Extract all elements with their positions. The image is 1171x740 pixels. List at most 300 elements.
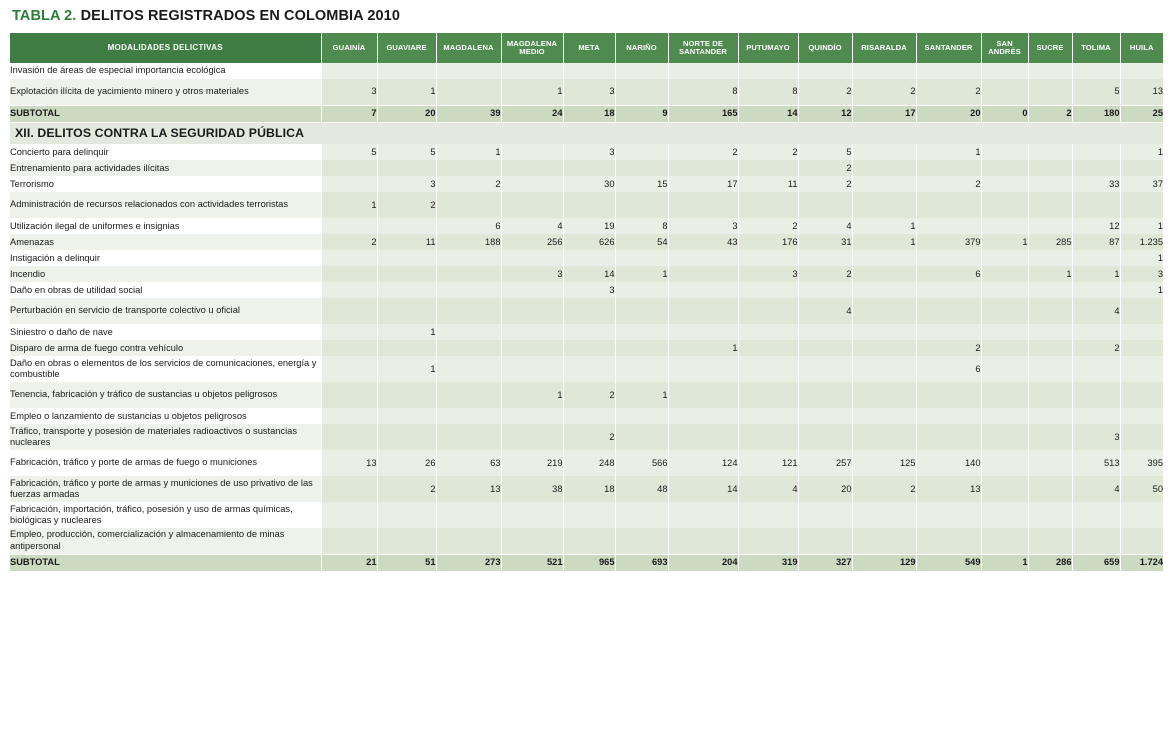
cell-guaviare: 3	[377, 176, 436, 192]
cell-magdalena	[436, 282, 501, 298]
cell-san-andres: 1	[981, 234, 1028, 250]
cell-huila	[1120, 382, 1163, 408]
cell-quindio	[798, 340, 852, 356]
cell-putumayo: 4	[738, 476, 798, 502]
cell-san-andres	[981, 79, 1028, 105]
cell-risaralda: 1	[852, 234, 916, 250]
cell-tolima	[1072, 528, 1120, 554]
cell-tolima: 2	[1072, 340, 1120, 356]
cell-quindio	[798, 502, 852, 528]
cell-risaralda	[852, 63, 916, 79]
row-label: Amenazas	[10, 234, 321, 250]
cell-sucre: 286	[1028, 554, 1072, 571]
cell-putumayo: 319	[738, 554, 798, 571]
cell-tolima: 513	[1072, 450, 1120, 476]
cell-meta: 3	[563, 282, 615, 298]
cell-magdalena: 2	[436, 176, 501, 192]
cell-narino	[615, 502, 668, 528]
cell-tolima: 5	[1072, 79, 1120, 105]
column-header-modalidades: MODALIDADES DELICTIVAS	[10, 33, 321, 63]
cell-meta: 626	[563, 234, 615, 250]
cell-magdalena-medio: 521	[501, 554, 563, 571]
cell-magdalena-medio	[501, 408, 563, 424]
cell-guaviare	[377, 160, 436, 176]
cell-norte-de-santander: 165	[668, 105, 738, 122]
cell-guainia: 7	[321, 105, 377, 122]
table-row	[10, 250, 1163, 266]
table-row	[10, 476, 1163, 502]
cell-guainia	[321, 218, 377, 234]
table-row	[10, 382, 1163, 408]
cell-sucre	[1028, 502, 1072, 528]
cell-norte-de-santander: 14	[668, 476, 738, 502]
cell-guaviare	[377, 528, 436, 554]
cell-magdalena-medio: 219	[501, 450, 563, 476]
cell-huila: 1	[1120, 250, 1163, 266]
cell-huila	[1120, 424, 1163, 450]
row-label: Invasión de áreas de especial importancia ecológica	[10, 63, 321, 79]
cell-magdalena	[436, 408, 501, 424]
cell-sucre: 2	[1028, 105, 1072, 122]
cell-risaralda: 125	[852, 450, 916, 476]
cell-santander	[916, 408, 981, 424]
cell-magdalena: 63	[436, 450, 501, 476]
cell-tolima: 3	[1072, 424, 1120, 450]
cell-magdalena: 6	[436, 218, 501, 234]
cell-sucre	[1028, 450, 1072, 476]
cell-guainia	[321, 250, 377, 266]
cell-quindio	[798, 250, 852, 266]
cell-sucre	[1028, 192, 1072, 218]
cell-narino	[615, 79, 668, 105]
section-title: XII. DELITOS CONTRA LA SEGURIDAD PÚBLICA	[10, 122, 1163, 144]
cell-guaviare	[377, 266, 436, 282]
column-header-guaviare: GUAVIARE	[377, 33, 436, 63]
cell-guaviare	[377, 340, 436, 356]
cell-quindio	[798, 382, 852, 408]
cell-sucre	[1028, 356, 1072, 382]
cell-magdalena-medio	[501, 160, 563, 176]
cell-huila	[1120, 63, 1163, 79]
cell-putumayo: 3	[738, 266, 798, 282]
cell-meta: 19	[563, 218, 615, 234]
cell-narino	[615, 424, 668, 450]
cell-sucre	[1028, 79, 1072, 105]
cell-huila: 25	[1120, 105, 1163, 122]
cell-norte-de-santander	[668, 160, 738, 176]
cell-meta: 18	[563, 105, 615, 122]
cell-risaralda: 2	[852, 79, 916, 105]
cell-santander	[916, 282, 981, 298]
cell-tolima	[1072, 250, 1120, 266]
cell-risaralda	[852, 324, 916, 340]
row-label: Tráfico, transporte y posesión de materiales radioactivos o sustancias nucleares	[10, 424, 321, 450]
table-row	[10, 324, 1163, 340]
cell-sucre	[1028, 298, 1072, 324]
cell-risaralda	[852, 382, 916, 408]
cell-tolima: 4	[1072, 298, 1120, 324]
cell-putumayo	[738, 160, 798, 176]
column-header-guainia: GUAINÍA	[321, 33, 377, 63]
cell-santander: 13	[916, 476, 981, 502]
cell-quindio	[798, 282, 852, 298]
cell-san-andres	[981, 160, 1028, 176]
cell-quindio	[798, 528, 852, 554]
cell-risaralda	[852, 408, 916, 424]
cell-putumayo: 2	[738, 218, 798, 234]
cell-risaralda	[852, 250, 916, 266]
cell-meta	[563, 356, 615, 382]
cell-santander	[916, 250, 981, 266]
cell-huila	[1120, 502, 1163, 528]
subtotal-row	[10, 105, 1163, 122]
cell-quindio	[798, 356, 852, 382]
cell-magdalena	[436, 63, 501, 79]
cell-norte-de-santander: 1	[668, 340, 738, 356]
cell-huila	[1120, 356, 1163, 382]
cell-putumayo: 14	[738, 105, 798, 122]
cell-magdalena-medio	[501, 324, 563, 340]
cell-huila: 1.235	[1120, 234, 1163, 250]
table-row	[10, 176, 1163, 192]
cell-santander	[916, 424, 981, 450]
cell-santander: 2	[916, 79, 981, 105]
cell-guainia	[321, 63, 377, 79]
cell-guainia	[321, 160, 377, 176]
cell-quindio	[798, 408, 852, 424]
cell-guainia: 5	[321, 144, 377, 160]
row-label: Daño en obras de utilidad social	[10, 282, 321, 298]
row-label: Concierto para delinquir	[10, 144, 321, 160]
cell-meta: 30	[563, 176, 615, 192]
column-header-narino: NARIÑO	[615, 33, 668, 63]
cell-norte-de-santander	[668, 424, 738, 450]
cell-putumayo: 121	[738, 450, 798, 476]
cell-guaviare: 51	[377, 554, 436, 571]
cell-guainia	[321, 476, 377, 502]
cell-magdalena-medio: 38	[501, 476, 563, 502]
cell-tolima: 33	[1072, 176, 1120, 192]
cell-magdalena	[436, 192, 501, 218]
cell-huila: 1	[1120, 218, 1163, 234]
cell-magdalena	[436, 356, 501, 382]
cell-guaviare	[377, 282, 436, 298]
cell-narino	[615, 528, 668, 554]
table-number: TABLA 2.	[12, 8, 77, 24]
cell-santander: 2	[916, 176, 981, 192]
row-label: Daño en obras o elementos de los servicios de comunicaciones, energía y combustible	[10, 356, 321, 382]
cell-santander	[916, 528, 981, 554]
cell-norte-de-santander: 124	[668, 450, 738, 476]
cell-sucre: 1	[1028, 266, 1072, 282]
cell-norte-de-santander	[668, 192, 738, 218]
cell-tolima: 12	[1072, 218, 1120, 234]
cell-guainia: 1	[321, 192, 377, 218]
cell-sucre	[1028, 218, 1072, 234]
cell-san-andres	[981, 63, 1028, 79]
cell-santander	[916, 502, 981, 528]
cell-san-andres	[981, 424, 1028, 450]
cell-magdalena-medio	[501, 282, 563, 298]
cell-santander	[916, 298, 981, 324]
cell-sucre	[1028, 144, 1072, 160]
column-header-risaralda: RISARALDA	[852, 33, 916, 63]
cell-san-andres	[981, 408, 1028, 424]
row-label: Tenencia, fabricación y tráfico de sustancias u objetos peligrosos	[10, 382, 321, 408]
column-header-magdalena: MAGDALENA	[436, 33, 501, 63]
row-label: Fabricación, tráfico y porte de armas de fuego o municiones	[10, 450, 321, 476]
table-row	[10, 356, 1163, 382]
column-header-meta: META	[563, 33, 615, 63]
cell-guaviare: 2	[377, 476, 436, 502]
table-row	[10, 408, 1163, 424]
cell-guaviare	[377, 250, 436, 266]
cell-putumayo	[738, 528, 798, 554]
cell-san-andres	[981, 476, 1028, 502]
cell-san-andres	[981, 250, 1028, 266]
cell-magdalena-medio: 3	[501, 266, 563, 282]
cell-guaviare	[377, 382, 436, 408]
cell-guaviare: 1	[377, 356, 436, 382]
cell-san-andres	[981, 356, 1028, 382]
cell-narino: 8	[615, 218, 668, 234]
cell-norte-de-santander	[668, 502, 738, 528]
cell-meta	[563, 63, 615, 79]
cell-narino: 566	[615, 450, 668, 476]
row-label: Siniestro o daño de nave	[10, 324, 321, 340]
cell-magdalena-medio	[501, 298, 563, 324]
row-label: Entrenamiento para actividades ilícitas	[10, 160, 321, 176]
cell-magdalena-medio	[501, 250, 563, 266]
table-row	[10, 340, 1163, 356]
cell-guaviare: 11	[377, 234, 436, 250]
cell-san-andres	[981, 298, 1028, 324]
cell-quindio: 4	[798, 298, 852, 324]
cell-huila: 395	[1120, 450, 1163, 476]
cell-putumayo: 8	[738, 79, 798, 105]
cell-putumayo	[738, 340, 798, 356]
row-label: Empleo o lanzamiento de sustancias u objetos peligrosos	[10, 408, 321, 424]
cell-putumayo	[738, 408, 798, 424]
cell-quindio: 20	[798, 476, 852, 502]
cell-meta	[563, 192, 615, 218]
cell-santander: 6	[916, 266, 981, 282]
cell-huila: 50	[1120, 476, 1163, 502]
cell-santander: 140	[916, 450, 981, 476]
cell-sucre	[1028, 382, 1072, 408]
cell-magdalena-medio	[501, 176, 563, 192]
cell-meta: 3	[563, 79, 615, 105]
table-row	[10, 218, 1163, 234]
cell-narino: 1	[615, 266, 668, 282]
cell-quindio: 4	[798, 218, 852, 234]
cell-quindio: 12	[798, 105, 852, 122]
cell-sucre	[1028, 160, 1072, 176]
cell-narino	[615, 250, 668, 266]
cell-magdalena-medio: 1	[501, 79, 563, 105]
cell-huila: 1	[1120, 282, 1163, 298]
cell-magdalena	[436, 250, 501, 266]
cell-tolima	[1072, 160, 1120, 176]
cell-risaralda	[852, 424, 916, 450]
cell-huila	[1120, 298, 1163, 324]
cell-magdalena-medio	[501, 63, 563, 79]
cell-putumayo	[738, 282, 798, 298]
cell-quindio: 2	[798, 176, 852, 192]
column-header-san-andres: SAN ANDRÉS	[981, 33, 1028, 63]
cell-narino	[615, 144, 668, 160]
cell-guainia: 3	[321, 79, 377, 105]
cell-risaralda	[852, 502, 916, 528]
cell-tolima	[1072, 144, 1120, 160]
cell-putumayo: 2	[738, 144, 798, 160]
cell-putumayo	[738, 298, 798, 324]
cell-guainia	[321, 266, 377, 282]
cell-magdalena-medio	[501, 502, 563, 528]
cell-norte-de-santander: 204	[668, 554, 738, 571]
cell-norte-de-santander: 8	[668, 79, 738, 105]
cell-sucre	[1028, 282, 1072, 298]
cell-magdalena: 1	[436, 144, 501, 160]
row-label: Utilización ilegal de uniformes e insignias	[10, 218, 321, 234]
cell-guaviare	[377, 63, 436, 79]
cell-tolima: 87	[1072, 234, 1120, 250]
cell-risaralda	[852, 192, 916, 218]
cell-huila	[1120, 160, 1163, 176]
cell-guainia: 13	[321, 450, 377, 476]
cell-tolima	[1072, 382, 1120, 408]
cell-meta: 2	[563, 424, 615, 450]
cell-norte-de-santander	[668, 408, 738, 424]
cell-magdalena-medio: 256	[501, 234, 563, 250]
cell-magdalena	[436, 340, 501, 356]
cell-guainia	[321, 502, 377, 528]
cell-san-andres	[981, 502, 1028, 528]
cell-tolima	[1072, 502, 1120, 528]
cell-santander	[916, 192, 981, 218]
cell-risaralda: 129	[852, 554, 916, 571]
cell-sucre	[1028, 324, 1072, 340]
cell-guaviare: 1	[377, 79, 436, 105]
cell-meta: 965	[563, 554, 615, 571]
cell-sucre	[1028, 176, 1072, 192]
row-label: Disparo de arma de fuego contra vehículo	[10, 340, 321, 356]
cell-santander: 2	[916, 340, 981, 356]
cell-magdalena-medio: 1	[501, 382, 563, 408]
cell-san-andres	[981, 528, 1028, 554]
column-header-huila: HUILA	[1120, 33, 1163, 63]
cell-tolima	[1072, 356, 1120, 382]
table-row	[10, 450, 1163, 476]
cell-sucre	[1028, 424, 1072, 450]
row-label: Empleo, producción, comercialización y almacenamiento de minas antipersonal	[10, 528, 321, 554]
cell-guainia	[321, 528, 377, 554]
table-title-text: DELITOS REGISTRADOS EN COLOMBIA 2010	[80, 8, 401, 24]
table-header-row	[10, 33, 1163, 63]
cell-magdalena	[436, 424, 501, 450]
cell-meta	[563, 250, 615, 266]
cell-quindio: 2	[798, 79, 852, 105]
cell-guainia	[321, 382, 377, 408]
table-row	[10, 234, 1163, 250]
cell-magdalena-medio	[501, 528, 563, 554]
cell-huila: 13	[1120, 79, 1163, 105]
cell-magdalena	[436, 502, 501, 528]
cell-narino	[615, 324, 668, 340]
cell-risaralda: 1	[852, 218, 916, 234]
cell-tolima	[1072, 408, 1120, 424]
cell-san-andres	[981, 324, 1028, 340]
cell-guainia	[321, 340, 377, 356]
column-header-putumayo: PUTUMAYO	[738, 33, 798, 63]
cell-guaviare	[377, 502, 436, 528]
cell-guaviare: 20	[377, 105, 436, 122]
cell-norte-de-santander	[668, 528, 738, 554]
table-row	[10, 79, 1163, 105]
cell-sucre	[1028, 408, 1072, 424]
table-row	[10, 63, 1163, 79]
cell-guaviare: 1	[377, 324, 436, 340]
cell-sucre	[1028, 340, 1072, 356]
cell-magdalena	[436, 324, 501, 340]
cell-santander: 549	[916, 554, 981, 571]
cell-guainia	[321, 424, 377, 450]
cell-meta	[563, 340, 615, 356]
cell-norte-de-santander: 3	[668, 218, 738, 234]
cell-magdalena-medio	[501, 340, 563, 356]
cell-santander: 20	[916, 105, 981, 122]
cell-magdalena	[436, 528, 501, 554]
cell-magdalena: 13	[436, 476, 501, 502]
cell-putumayo	[738, 356, 798, 382]
cell-narino	[615, 408, 668, 424]
cell-santander	[916, 382, 981, 408]
table-body	[10, 63, 1163, 571]
cell-santander: 1	[916, 144, 981, 160]
cell-narino	[615, 298, 668, 324]
cell-tolima: 1	[1072, 266, 1120, 282]
cell-putumayo	[738, 63, 798, 79]
cell-risaralda	[852, 176, 916, 192]
cell-huila	[1120, 528, 1163, 554]
cell-magdalena-medio: 24	[501, 105, 563, 122]
column-header-sucre: SUCRE	[1028, 33, 1072, 63]
cell-narino	[615, 160, 668, 176]
cell-meta	[563, 298, 615, 324]
cell-sucre	[1028, 476, 1072, 502]
cell-narino	[615, 282, 668, 298]
cell-putumayo	[738, 424, 798, 450]
cell-risaralda	[852, 144, 916, 160]
row-label: Fabricación, tráfico y porte de armas y municiones de uso privativo de las fuerzas armadas	[10, 476, 321, 502]
cell-santander	[916, 324, 981, 340]
cell-guainia	[321, 298, 377, 324]
cell-putumayo	[738, 502, 798, 528]
cell-magdalena-medio	[501, 356, 563, 382]
cell-guaviare: 26	[377, 450, 436, 476]
cell-narino: 693	[615, 554, 668, 571]
cell-quindio	[798, 324, 852, 340]
crime-statistics-table	[10, 33, 1163, 572]
table-row	[10, 144, 1163, 160]
table-row	[10, 282, 1163, 298]
row-label: Instigación a delinquir	[10, 250, 321, 266]
cell-san-andres	[981, 340, 1028, 356]
cell-huila: 3	[1120, 266, 1163, 282]
cell-risaralda: 2	[852, 476, 916, 502]
cell-tolima	[1072, 324, 1120, 340]
table-row	[10, 192, 1163, 218]
